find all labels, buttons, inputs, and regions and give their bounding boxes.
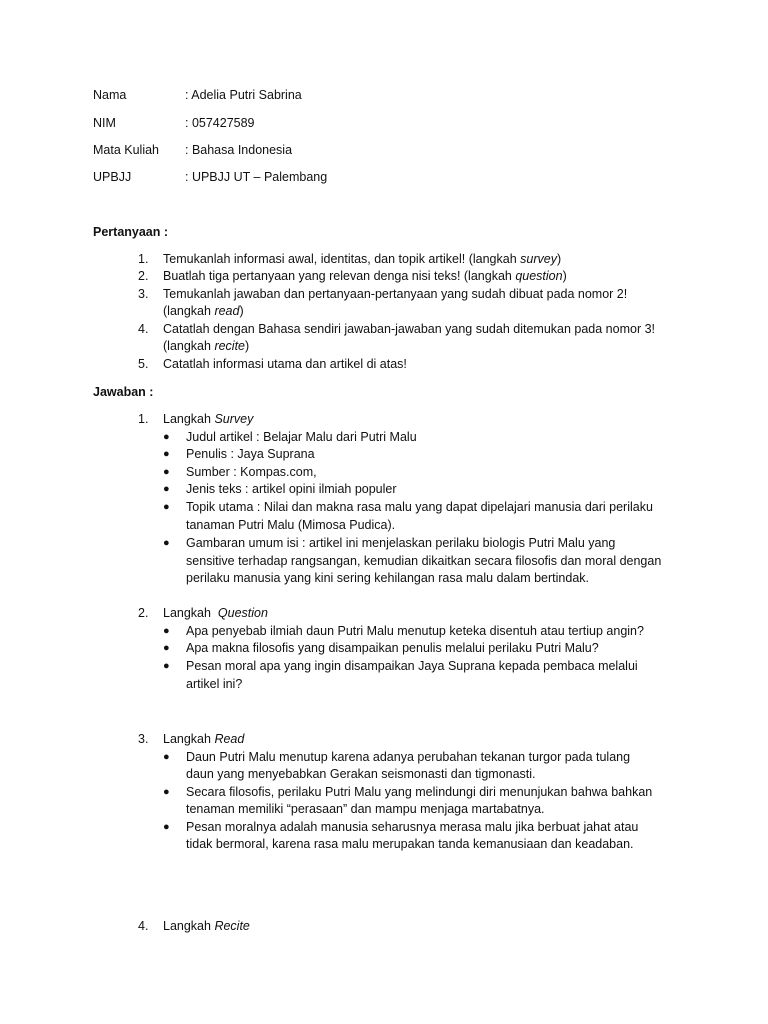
list-number: 1. [138,252,149,266]
survey-item-gambaran-1: Gambaran umum isi : artikel ini menjelaskan perilaku biologis Putri Malu yang [186,536,616,550]
read-item-2-line-1: Secara filosofis, perilaku Putri Malu yang melindungi diri menunjukan bahwa bahkan [186,785,653,799]
bullet-icon: ● [163,660,170,672]
bullet-icon: ● [163,466,170,478]
survey-item-judul: Judul artikel : Belajar Malu dari Putri Malu [186,430,417,444]
survey-item-penulis: Penulis : Jaya Suprana [186,447,315,461]
bullet-icon: ● [163,431,170,443]
question-item-1: Apa penyebab ilmiah daun Putri Malu menutup keteka disentuh atau tertiup angin? [186,624,644,638]
bullet-icon: ● [163,537,170,549]
bullet-icon: ● [163,751,170,763]
question-2: Buatlah tiga pertanyaan yang relevan denga nisi teks! (langkah question) [163,269,567,283]
question-3-line-1: Temukanlah jawaban dan pertanyaan-pertanyaan yang sudah dibuat pada nomor 2! [163,287,628,301]
read-item-3-line-2: tidak bermoral, karena rasa malu merupakan tanda kemanusiaan dan keadaban. [186,837,634,851]
step-read-title: Langkah Read [163,732,245,746]
read-item-1-line-1: Daun Putri Malu menutup karena adanya perubahan tekanan turgor pada tulang [186,750,631,764]
step-survey-title: Langkah Survey [163,412,254,426]
question-5: Catatlah informasi utama dan artikel di atas! [163,357,407,371]
bullet-icon: ● [163,483,170,495]
read-item-3-line-1: Pesan moralnya adalah manusia seharusnya merasa malu jika berbuat jahat atau [186,820,639,834]
question-3-line-2: (langkah read) [163,304,244,318]
survey-item-gambaran-3: perilaku manusia yang kini sering kehilangan rasa malu dalam bertindak. [186,571,590,585]
step-recite-title: Langkah Recite [163,919,250,933]
list-number: 4. [138,322,149,336]
read-item-2-line-2: tenaman memiliki “perasaan” dan mampu menjaga martabatnya. [186,802,545,816]
list-number: 3. [138,287,149,301]
question-4-line-2: (langkah recite) [163,339,250,353]
mata-kuliah-label: Mata Kuliah [93,143,160,157]
list-number: 3. [138,732,149,746]
nama-value: : Adelia Putri Sabrina [185,88,302,102]
bullet-icon: ● [163,448,170,460]
question-4-line-1: Catatlah dengan Bahasa sendiri jawaban-jawaban yang sudah ditemukan pada nomor 3! [163,322,656,336]
survey-item-sumber: Sumber : Kompas.com, [186,465,317,479]
question-item-3-line-2: artikel ini? [186,677,243,691]
step-question-title: Langkah Question [163,606,268,620]
nim-value: : 057427589 [185,116,255,130]
list-number: 4. [138,919,149,933]
bullet-icon: ● [163,642,170,654]
bullet-icon: ● [163,625,170,637]
survey-item-topik-1: Topik utama : Nilai dan makna rasa malu yang dapat dipelajari manusia dari perilaku [186,500,653,514]
list-number: 5. [138,357,149,371]
bullet-icon: ● [163,786,170,798]
list-number: 2. [138,269,149,283]
question-item-2: Apa makna filosofis yang disampaikan penulis melalui perilaku Putri Malu? [186,641,599,655]
survey-item-topik-2: tanaman Putri Malu (Mimosa Pudica). [186,518,396,532]
read-item-1-line-2: daun yang menyebabkan Gerakan seismonasti dan tigmonasti. [186,767,536,781]
list-number: 1. [138,412,149,426]
jawaban-heading: Jawaban : [93,385,154,399]
upbjj-value: : UPBJJ UT – Palembang [185,170,328,184]
pertanyaan-heading: Pertanyaan : [93,225,169,239]
bullet-icon: ● [163,501,170,513]
nama-label: Nama [93,88,127,102]
survey-item-gambaran-2: sensitive terhadap rangsangan, kemudian dikaitkan secara filosofis dan moral dengan [186,554,662,568]
nim-label: NIM [93,116,116,130]
upbjj-label: UPBJJ [93,170,132,184]
bullet-icon: ● [163,821,170,833]
list-number: 2. [138,606,149,620]
survey-item-jenis: Jenis teks : artikel opini ilmiah populer [186,482,397,496]
question-1: Temukanlah informasi awal, identitas, dan topik artikel! (langkah survey) [163,252,562,266]
mata-kuliah-value: : Bahasa Indonesia [185,143,293,157]
question-item-3-line-1: Pesan moral apa yang ingin disampaikan Jaya Suprana kepada pembaca melalui [186,659,638,673]
